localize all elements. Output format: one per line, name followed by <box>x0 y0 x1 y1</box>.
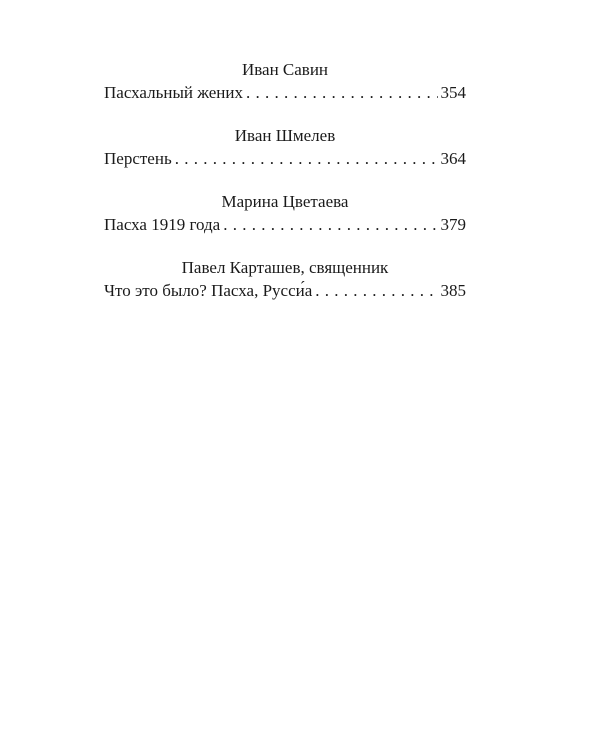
toc-author: Павел Карташев, священник <box>181 258 389 277</box>
toc-entry <box>104 190 466 236</box>
toc-page-number: 364 <box>440 149 466 168</box>
toc-line[interactable] <box>104 148 466 170</box>
toc-author: Иван Шмелев <box>234 126 336 145</box>
toc-author: Марина Цветаева <box>221 192 349 211</box>
toc-entry <box>104 58 466 104</box>
toc-title: Пасхальный жених <box>104 83 243 102</box>
toc-page-number: 379 <box>440 215 466 234</box>
toc-page-number: 385 <box>440 281 466 300</box>
toc-entry <box>104 256 466 302</box>
dot-leader <box>223 214 437 236</box>
dot-leader <box>175 148 438 170</box>
toc-author: Иван Савин <box>241 60 329 79</box>
toc-title: Что это было? Пасха, Русси́а <box>104 281 313 300</box>
dot-leader <box>246 82 438 104</box>
dot-leader <box>315 280 437 302</box>
toc-page-number: 354 <box>440 83 466 102</box>
toc-line[interactable] <box>104 214 466 236</box>
toc-title: Перстень <box>104 149 172 168</box>
toc-title: Пасха 1919 года <box>104 215 221 234</box>
toc-entry <box>104 124 466 170</box>
toc-line[interactable] <box>104 280 466 302</box>
toc-line[interactable] <box>104 82 466 104</box>
table-of-contents <box>104 58 466 322</box>
